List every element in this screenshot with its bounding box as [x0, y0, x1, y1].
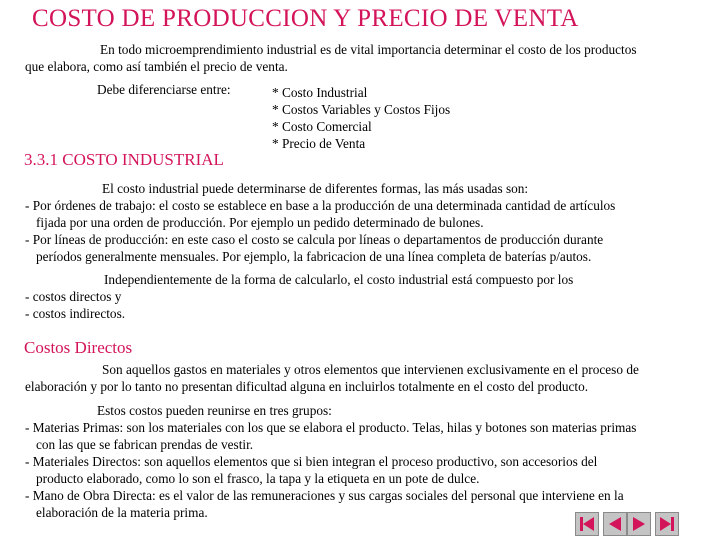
- composition-item: - costos indirectos.: [25, 306, 126, 321]
- group-1-line-2: con las que se fabrican prendas de vestir.: [36, 437, 254, 452]
- cost-types-list: [272, 84, 450, 152]
- industrial-item-2-line-2: períodos generalmente mensuales. Por ejemplo, la fabricacion de una línea completa de baterías p/autos.: [36, 249, 592, 264]
- group-1-line-1: - Materias Primas: son los materiales con los que se elabora el producto. Telas, hilas y botones son materias primas: [25, 420, 637, 435]
- differentiate-label: Debe diferenciarse entre:: [97, 82, 231, 97]
- industrial-intro: El costo industrial puede determinarse de diferentes formas, las más usadas son:: [102, 181, 529, 196]
- last-slide-button[interactable]: [655, 512, 679, 536]
- previous-slide-icon: [604, 513, 626, 535]
- next-slide-icon: [628, 513, 650, 535]
- group-2-line-1: - Materiales Directos: son aquellos elementos que si bien integran el proceso productivo, son accesorios del: [25, 454, 598, 469]
- cost-type-item: * Precio de Venta: [272, 136, 366, 151]
- page-title: COSTO DE PRODUCCION Y PRECIO DE VENTA: [32, 5, 579, 32]
- previous-slide-button[interactable]: [603, 512, 627, 536]
- composition-intro: Independientemente de la forma de calcularlo, el costo industrial está compuesto por los: [104, 272, 574, 287]
- section-heading-industrial: 3.3.1 COSTO INDUSTRIAL: [24, 150, 224, 169]
- direct-intro-line-1: Son aquellos gastos en materiales y otros elementos que intervienen exclusivamente en el proceso de: [102, 362, 639, 377]
- composition-item: - costos directos y: [25, 289, 122, 304]
- cost-type-item: * Costo Industrial: [272, 85, 368, 100]
- last-slide-icon: [656, 513, 678, 535]
- industrial-item-1-line-2: fijada por una orden de producción. Por ejemplo un pedido determinado de bulones.: [36, 215, 484, 230]
- first-slide-icon: [576, 513, 598, 535]
- industrial-item-2-line-1: - Por líneas de producción: en este caso el costo se calcula por líneas o departamentos de producción durante: [25, 232, 604, 247]
- group-3-line-2: elaboración de la materia prima.: [36, 505, 208, 520]
- group-2-line-2: producto elaborado, como lo son el frasco, la tapa y la etiqueta en un pote de dulce.: [36, 471, 480, 486]
- cost-type-item: * Costos Variables y Costos Fijos: [272, 102, 451, 117]
- intro-line-2: que elabora, como así también el precio de venta.: [25, 59, 288, 74]
- section-heading-direct: Costos Directos: [24, 338, 133, 357]
- cost-type-item: * Costo Comercial: [272, 119, 372, 134]
- intro-line-1: En todo microemprendimiento industrial es de vital importancia determinar el costo de los productos: [100, 42, 637, 57]
- industrial-item-1-line-1: - Por órdenes de trabajo: el costo se establece en base a la producción de una determinada cantidad de artículos: [25, 198, 616, 213]
- first-slide-button[interactable]: [575, 512, 599, 536]
- next-slide-button[interactable]: [627, 512, 651, 536]
- groups-intro: Estos costos pueden reunirse en tres grupos:: [97, 403, 332, 418]
- group-3-line-1: - Mano de Obra Directa: es el valor de las remuneraciones y sus cargas sociales del personal que interviene en la: [25, 488, 624, 503]
- direct-intro-line-2: elaboración y por lo tanto no presentan dificultad alguna en incluirlos totalmente en el costo del producto.: [25, 379, 589, 394]
